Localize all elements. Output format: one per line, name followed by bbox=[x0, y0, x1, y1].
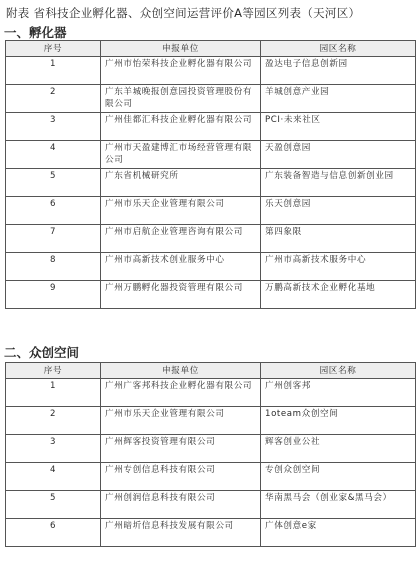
row-number: 2 bbox=[6, 85, 101, 113]
row-unit: 广东羊城晚报创意园投资管理股份有限公司 bbox=[101, 85, 261, 113]
row-unit: 广州暗圻信息科技发展有限公司 bbox=[101, 519, 261, 547]
table-header-row bbox=[6, 41, 416, 57]
row-park: 1oteam众创空间 bbox=[261, 407, 416, 435]
table-row bbox=[6, 491, 416, 519]
makerspace-table bbox=[5, 362, 416, 547]
section-heading-incubators: 一、孵化器 bbox=[4, 25, 67, 40]
table-row bbox=[6, 463, 416, 491]
row-unit: 广州市天盈建博汇市场经营管理有限公司 bbox=[101, 141, 261, 169]
table-header-row bbox=[6, 363, 416, 379]
row-unit: 广东省机械研究所 bbox=[101, 169, 261, 197]
row-park: 广体创意e家 bbox=[261, 519, 416, 547]
column-header-number: 序号 bbox=[6, 363, 101, 379]
row-park: 广州市高新技术服务中心 bbox=[261, 253, 416, 281]
table-row bbox=[6, 379, 416, 407]
row-park: 广东装备智造与信息创新创业园 bbox=[261, 169, 416, 197]
row-park: 广州创客邦 bbox=[261, 379, 416, 407]
row-unit: 广州广客邦科技企业孵化器有限公司 bbox=[101, 379, 261, 407]
row-unit: 广州市启航企业管理咨询有限公司 bbox=[101, 225, 261, 253]
row-number: 3 bbox=[6, 113, 101, 141]
row-unit: 广州市高新技术创业服务中心 bbox=[101, 253, 261, 281]
column-header-unit: 申报单位 bbox=[101, 41, 261, 57]
row-number: 6 bbox=[6, 519, 101, 547]
row-park: 羊城创意产业园 bbox=[261, 85, 416, 113]
row-number: 1 bbox=[6, 57, 101, 85]
section-heading-makerspaces: 二、众创空间 bbox=[4, 345, 80, 360]
row-park: 华南黑马会（创业家&黑马会） bbox=[261, 491, 416, 519]
table-row bbox=[6, 225, 416, 253]
row-unit: 广州专创信息科技有限公司 bbox=[101, 463, 261, 491]
row-park: 辉客创业公社 bbox=[261, 435, 416, 463]
column-header-park: 园区名称 bbox=[261, 363, 416, 379]
row-unit: 广州万鹏孵化器投资管理有限公司 bbox=[101, 281, 261, 309]
row-number: 3 bbox=[6, 435, 101, 463]
row-park: 盈达电子信息创新园 bbox=[261, 57, 416, 85]
row-unit: 广州创润信息科技有限公司 bbox=[101, 491, 261, 519]
row-number: 6 bbox=[6, 197, 101, 225]
table-row bbox=[6, 141, 416, 169]
column-header-number: 序号 bbox=[6, 41, 101, 57]
row-number: 2 bbox=[6, 407, 101, 435]
column-header-unit: 申报单位 bbox=[101, 363, 261, 379]
table-row bbox=[6, 519, 416, 547]
row-park: 乐天创意园 bbox=[261, 197, 416, 225]
row-park: PCI·未来社区 bbox=[261, 113, 416, 141]
row-unit: 广州辉客投资管理有限公司 bbox=[101, 435, 261, 463]
incubator-table bbox=[5, 40, 416, 309]
row-number: 1 bbox=[6, 379, 101, 407]
row-park: 天盈创意园 bbox=[261, 141, 416, 169]
row-number: 4 bbox=[6, 463, 101, 491]
row-park: 第四象限 bbox=[261, 225, 416, 253]
row-number: 9 bbox=[6, 281, 101, 309]
row-number: 7 bbox=[6, 225, 101, 253]
table-row bbox=[6, 85, 416, 113]
document-title: 附表 省科技企业孵化器、众创空间运营评价A等园区列表（天河区） bbox=[6, 6, 361, 20]
row-unit: 广州市乐天企业管理有限公司 bbox=[101, 197, 261, 225]
row-unit: 广州市怡荣科技企业孵化器有限公司 bbox=[101, 57, 261, 85]
table-row bbox=[6, 113, 416, 141]
column-header-park: 园区名称 bbox=[261, 41, 416, 57]
row-park: 万鹏高新技术企业孵化基地 bbox=[261, 281, 416, 309]
row-number: 4 bbox=[6, 141, 101, 169]
row-number: 8 bbox=[6, 253, 101, 281]
table-row bbox=[6, 407, 416, 435]
row-number: 5 bbox=[6, 491, 101, 519]
row-number: 5 bbox=[6, 169, 101, 197]
row-unit: 广州佳都汇科技企业孵化器有限公司 bbox=[101, 113, 261, 141]
row-unit: 广州市乐天企业管理有限公司 bbox=[101, 407, 261, 435]
table-row bbox=[6, 169, 416, 197]
row-park: 专创众创空间 bbox=[261, 463, 416, 491]
table-row bbox=[6, 57, 416, 85]
table-row bbox=[6, 281, 416, 309]
table-row bbox=[6, 197, 416, 225]
table-row bbox=[6, 253, 416, 281]
table-row bbox=[6, 435, 416, 463]
